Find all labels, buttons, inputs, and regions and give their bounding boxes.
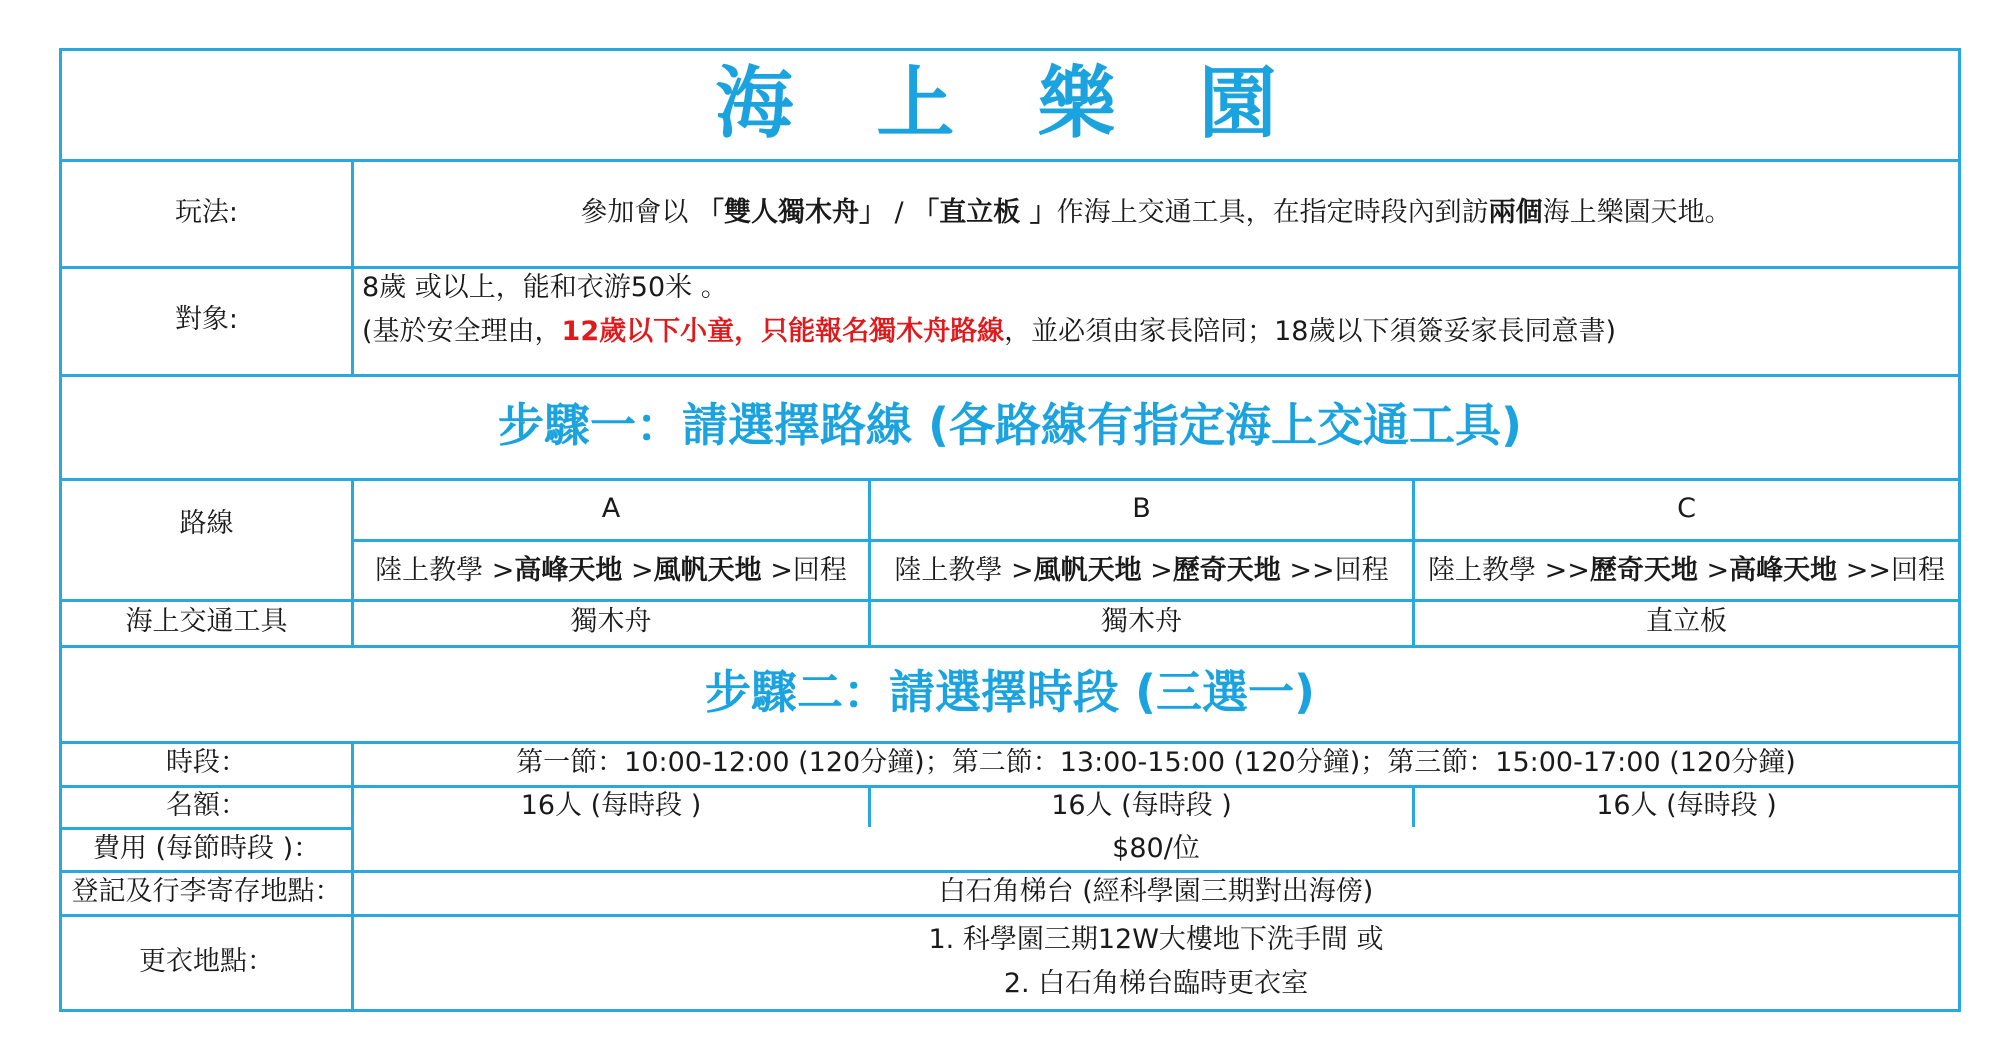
route-stop: 高峰天地 (514, 554, 623, 586)
play-label: 玩法: (174, 196, 239, 228)
route-b-path (871, 542, 1412, 599)
routes-label: 路線 (179, 507, 234, 539)
vehicle-label: 海上交通工具 (125, 606, 288, 638)
route-text: 陸上教學 >> (1428, 554, 1590, 586)
register-value: 白石角梯台 (經科學園三期對出海傍) (938, 876, 1374, 908)
target-description (354, 266, 1958, 374)
play-text: 海上樂園天地。 (1542, 196, 1732, 228)
route-text: 陸上教學 > (375, 554, 515, 586)
vehicle-b: 獨木舟 (1101, 606, 1182, 638)
play-description (354, 159, 1958, 266)
play-sup: 「直立板 」 (912, 196, 1057, 228)
changing-line1: 1. 科學園三期12W大樓地下洗手間 或 (928, 923, 1384, 955)
route-a-path (354, 542, 868, 599)
step1-heading: 步驟一：請選擇路線 (各路線有指定海上交通工具) (497, 398, 1523, 453)
route-stop: 歷奇天地 (1172, 554, 1281, 586)
route-c-id: C (1677, 492, 1696, 524)
route-text: > (1697, 554, 1730, 586)
step2-heading: 步驟二：請選擇時段 (三選一) (704, 665, 1316, 720)
play-kayak: 「雙人獨木舟」 (696, 196, 886, 228)
route-stop: 歷奇天地 (1589, 554, 1698, 586)
changing-line2: 2. 白石角梯台臨時更衣室 (1003, 967, 1309, 999)
route-text: > (622, 554, 654, 586)
route-stop: 風帆天地 (1033, 554, 1142, 586)
target-line2 (362, 310, 1616, 354)
route-b-id: B (1132, 492, 1151, 524)
route-text: >>回程 (1280, 554, 1389, 586)
vehicle-a: 獨木舟 (570, 606, 652, 638)
route-text: >>回程 (1837, 554, 1945, 586)
quota-label: 名額： (166, 790, 247, 822)
fee-label: 費用 (每節時段 )： (92, 832, 321, 864)
quota-b: 16人 (每時段 ) (1051, 790, 1232, 822)
page-title: 海 上 樂 園 (715, 59, 1305, 150)
quota-c: 16人 (每時段 ) (1596, 790, 1777, 822)
route-stop: 高峰天地 (1729, 554, 1838, 586)
vehicle-c: 直立板 (1646, 606, 1727, 638)
register-label: 登記及行李寄存地點： (71, 876, 342, 908)
changing-label: 更衣地點： (139, 945, 274, 977)
play-two: 兩個 (1488, 196, 1543, 228)
target-text: ，並必須由家長陪同；18歲以下須簽妥家長同意書) (1004, 316, 1617, 347)
target-line1: 8歲 或以上，能和衣游50米 。 (362, 272, 728, 303)
route-text: > (1141, 554, 1173, 586)
session-value: 第一節：10:00-12:00 (120分鐘)；第二節：13:00-15:00 (120分鐘)；第三節：15:00-17:00 (120分鐘) (516, 747, 1796, 779)
program-table (59, 48, 1961, 1012)
route-text: 陸上教學 > (894, 554, 1034, 586)
play-text: 參加會以 (580, 196, 697, 228)
play-text: / (885, 196, 913, 228)
route-c-path (1415, 542, 1958, 599)
play-text: 作海上交通工具，在指定時段內到訪 (1056, 196, 1489, 228)
quota-a: 16人 (每時段 ) (520, 790, 702, 822)
changing-value (354, 914, 1958, 1009)
route-text: >回程 (761, 554, 847, 586)
target-warning: 12歲以下小童，只能報名獨木舟路線 (561, 316, 1005, 347)
fee-value: $80/位 (354, 827, 1958, 870)
route-a-id: A (601, 492, 621, 524)
route-stop: 風帆天地 (653, 554, 762, 586)
session-label: 時段： (166, 747, 247, 779)
target-label: 對象: (174, 304, 239, 336)
target-text: (基於安全理由， (362, 316, 562, 347)
